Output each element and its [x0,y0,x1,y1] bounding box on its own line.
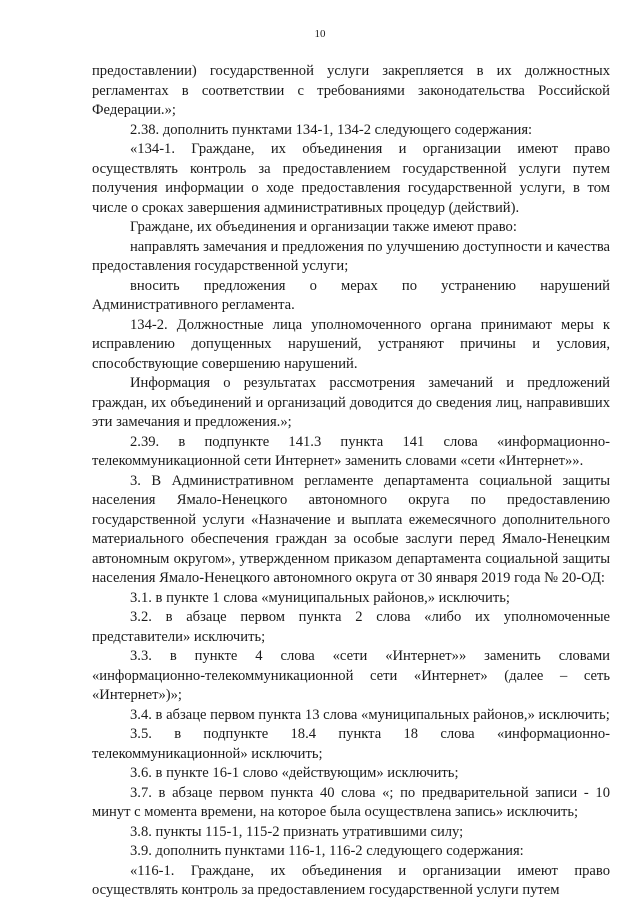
paragraph: направлять замечания и предложения по улучшению доступности и качества предоставления государственной услуги; [92,238,610,274]
paragraph: 3.3. в пункте 4 слова «сети «Интернет»» заменить словами «информационно-телекоммуникационной сети «Интернет» (далее – сеть «Интернет»)»; [92,648,610,703]
paragraph: «134-1. Граждане, их объединения и организации имеют право осуществлять контроль за предоставлением государственной услуги путем получения информации о ходе предоставления государственной услуги, в том числе о сроках завершения административных процедур (действий). [92,141,610,216]
paragraph: 3.4. в абзаце первом пункта 13 слова «муниципальных районов,» исключить; [130,706,610,723]
paragraph: 3.1. в пункте 1 слова «муниципальных районов,» исключить; [130,589,510,606]
paragraph: 3.9. дополнить пунктами 116-1, 116-2 следующего содержания: [130,843,524,859]
paragraph: вносить предложения о мерах по устранению нарушений Административного регламента. [92,277,610,313]
paragraph: 2.39. в подпункте 141.3 пункта 141 слова «информационно-телекоммуникационной сети Интернет» заменить словами «сети «Интернет»». [92,433,610,469]
paragraph: 3. В Административном регламенте департамента социальной защиты населения Ямало-Ненецкого автономного округа по предоставлению государственной услуги «Назначение и выплата ежемесячного дополнительного материального обеспечения граждан за особые заслуги перед Ямало-Ненецким автономным округом», утвержденном приказом департамента социальной защиты населения Ямало-Ненецкого автономного округа от 30 января 2019 года № 20-ОД: [92,472,610,586]
paragraph: 3.7. в абзаце первом пункта 40 слова «; по предварительной записи - 10 минут с момента времени, на которое была осуществлена запись» исключить; [92,784,610,820]
document-body [92,62,610,901]
paragraph: 3.8. пункты 115-1, 115-2 признать утратившими силу; [130,823,464,840]
paragraph: 3.5. в подпункте 18.4 пункта 18 слова «информационно-телекоммуникационной» исключить; [92,726,610,762]
paragraph: 3.6. в пункте 16-1 слово «действующим» исключить; [130,765,459,781]
paragraph: Информация о результатах рассмотрения замечаний и предложений граждан, их объединений и организаций доводится до сведения лиц, направивших эти замечания и предложения.»; [92,375,610,430]
paragraph: предоставлении) государственной услуги закрепляется в их должностных регламентах в соответствии с требованиями законодательства Российской Федерации.»; [92,63,610,118]
paragraph: 2.38. дополнить пунктами 134-1, 134-2 следующего содержания: [130,121,533,138]
paragraph: 134-2. Должностные лица уполномоченного органа принимают меры к исправлению допущенных нарушений, устраняют причины и условия, способствующие совершению нарушений. [92,316,610,372]
paragraph: «116-1. Граждане, их объединения и организации имеют право осуществлять контроль за предоставлением государственной услуги путем [92,862,610,898]
paragraph: 3.2. в абзаце первом пункта 2 слова «либо их уполномоченные представители» исключить; [92,609,610,645]
paragraph: Граждане, их объединения и организации также имеют право: [130,219,517,235]
page-number: 10 [314,28,326,40]
